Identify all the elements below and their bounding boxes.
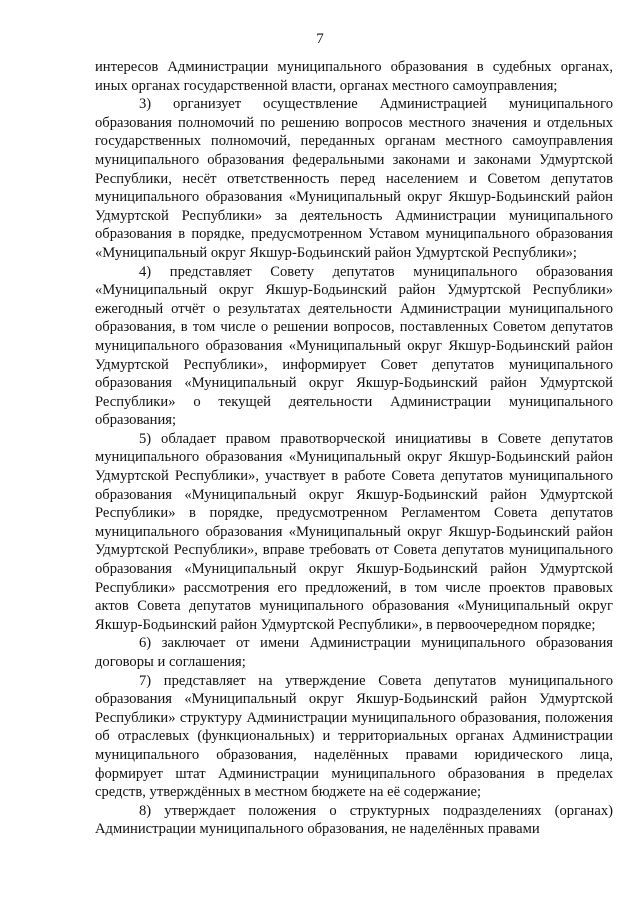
paragraph-item-6: 6) заключает от имени Администрации муниципального образования договоры и соглашения; <box>95 635 613 670</box>
paragraph-item-3: 3) организует осуществление Администрацией муниципального образования полномочий по решению вопросов местного значения и отдельных государственных полномочий, переданных органам местного самоуправления муниципального образования федеральными законами и законами Удмуртской Республики, несёт ответственность перед населением и Советом депутатов муниципального образования «Муниципальный округ Якшур-Бодьинский район Удмуртской Республики» за деятельность Администрации муниципального образования в порядке, предусмотренном Уставом муниципального образования «Муниципальный округ Якшур-Бодьинский район Удмуртской Республики»; <box>95 96 613 261</box>
paragraph-continuation: интересов Администрации муниципального образования в судебных органах, иных органах государственной власти, органах местного самоуправления; <box>95 59 613 94</box>
paragraph-item-4: 4) представляет Совету депутатов муниципального образования «Муниципальный округ Якшур-Бодьинский район Удмуртской Республики» ежегодный отчёт о результатах деятельности Администрации муниципального образования, в том числе о решении вопросов, поставленных Советом депутатов муниципального образования «Муниципальный округ Якшур-Бодьинский район Удмуртской Республики», информирует Совет депутатов муниципального образования «Муниципальный округ Якшур-Бодьинский район Удмуртской Республики» о текущей деятельности Администрации муниципального образования; <box>95 263 613 429</box>
paragraph-item-7: 7) представляет на утверждение Совета депутатов муниципального образования «Муниципальный округ Якшур-Бодьинский район Удмуртской Республики» структуру Администрации муниципального образования, положения об отраслевых (функциональных) и территориальных органах Администрации муниципального образования, наделённых правами юридического лица, формирует штат Администрации муниципального образования в пределах средств, утверждённых в местном бюджете на её содержание; <box>95 672 613 801</box>
document-body <box>95 58 613 839</box>
paragraph-item-8: 8) утверждает положения о структурных подразделениях (органах) Администрации муниципального образования, не наделённых правами <box>95 802 613 838</box>
paragraph-item-5: 5) обладает правом правотворческой инициативы в Совете депутатов муниципального образования «Муниципальный округ Якшур-Бодьинский район Удмуртской Республики», участвует в работе Совета депутатов муниципального образования «Муниципальный округ Якшур-Бодьинский район Удмуртской Республики» в порядке, предусмотренном Регламентом Совета депутатов муниципального образования «Муниципальный округ Якшур-Бодьинский район Удмуртской Республики», вправе требовать от Совета депутатов муниципального образования «Муниципальный округ Якшур-Бодьинский район Удмуртской Республики» рассмотрения его предложений, в том числе проектов правовых актов Совета депутатов муниципального образования «Муниципальный округ Якшур-Бодьинский район Удмуртской Республики», в первоочередном порядке; <box>95 430 613 633</box>
page-number: 7 <box>316 31 324 47</box>
